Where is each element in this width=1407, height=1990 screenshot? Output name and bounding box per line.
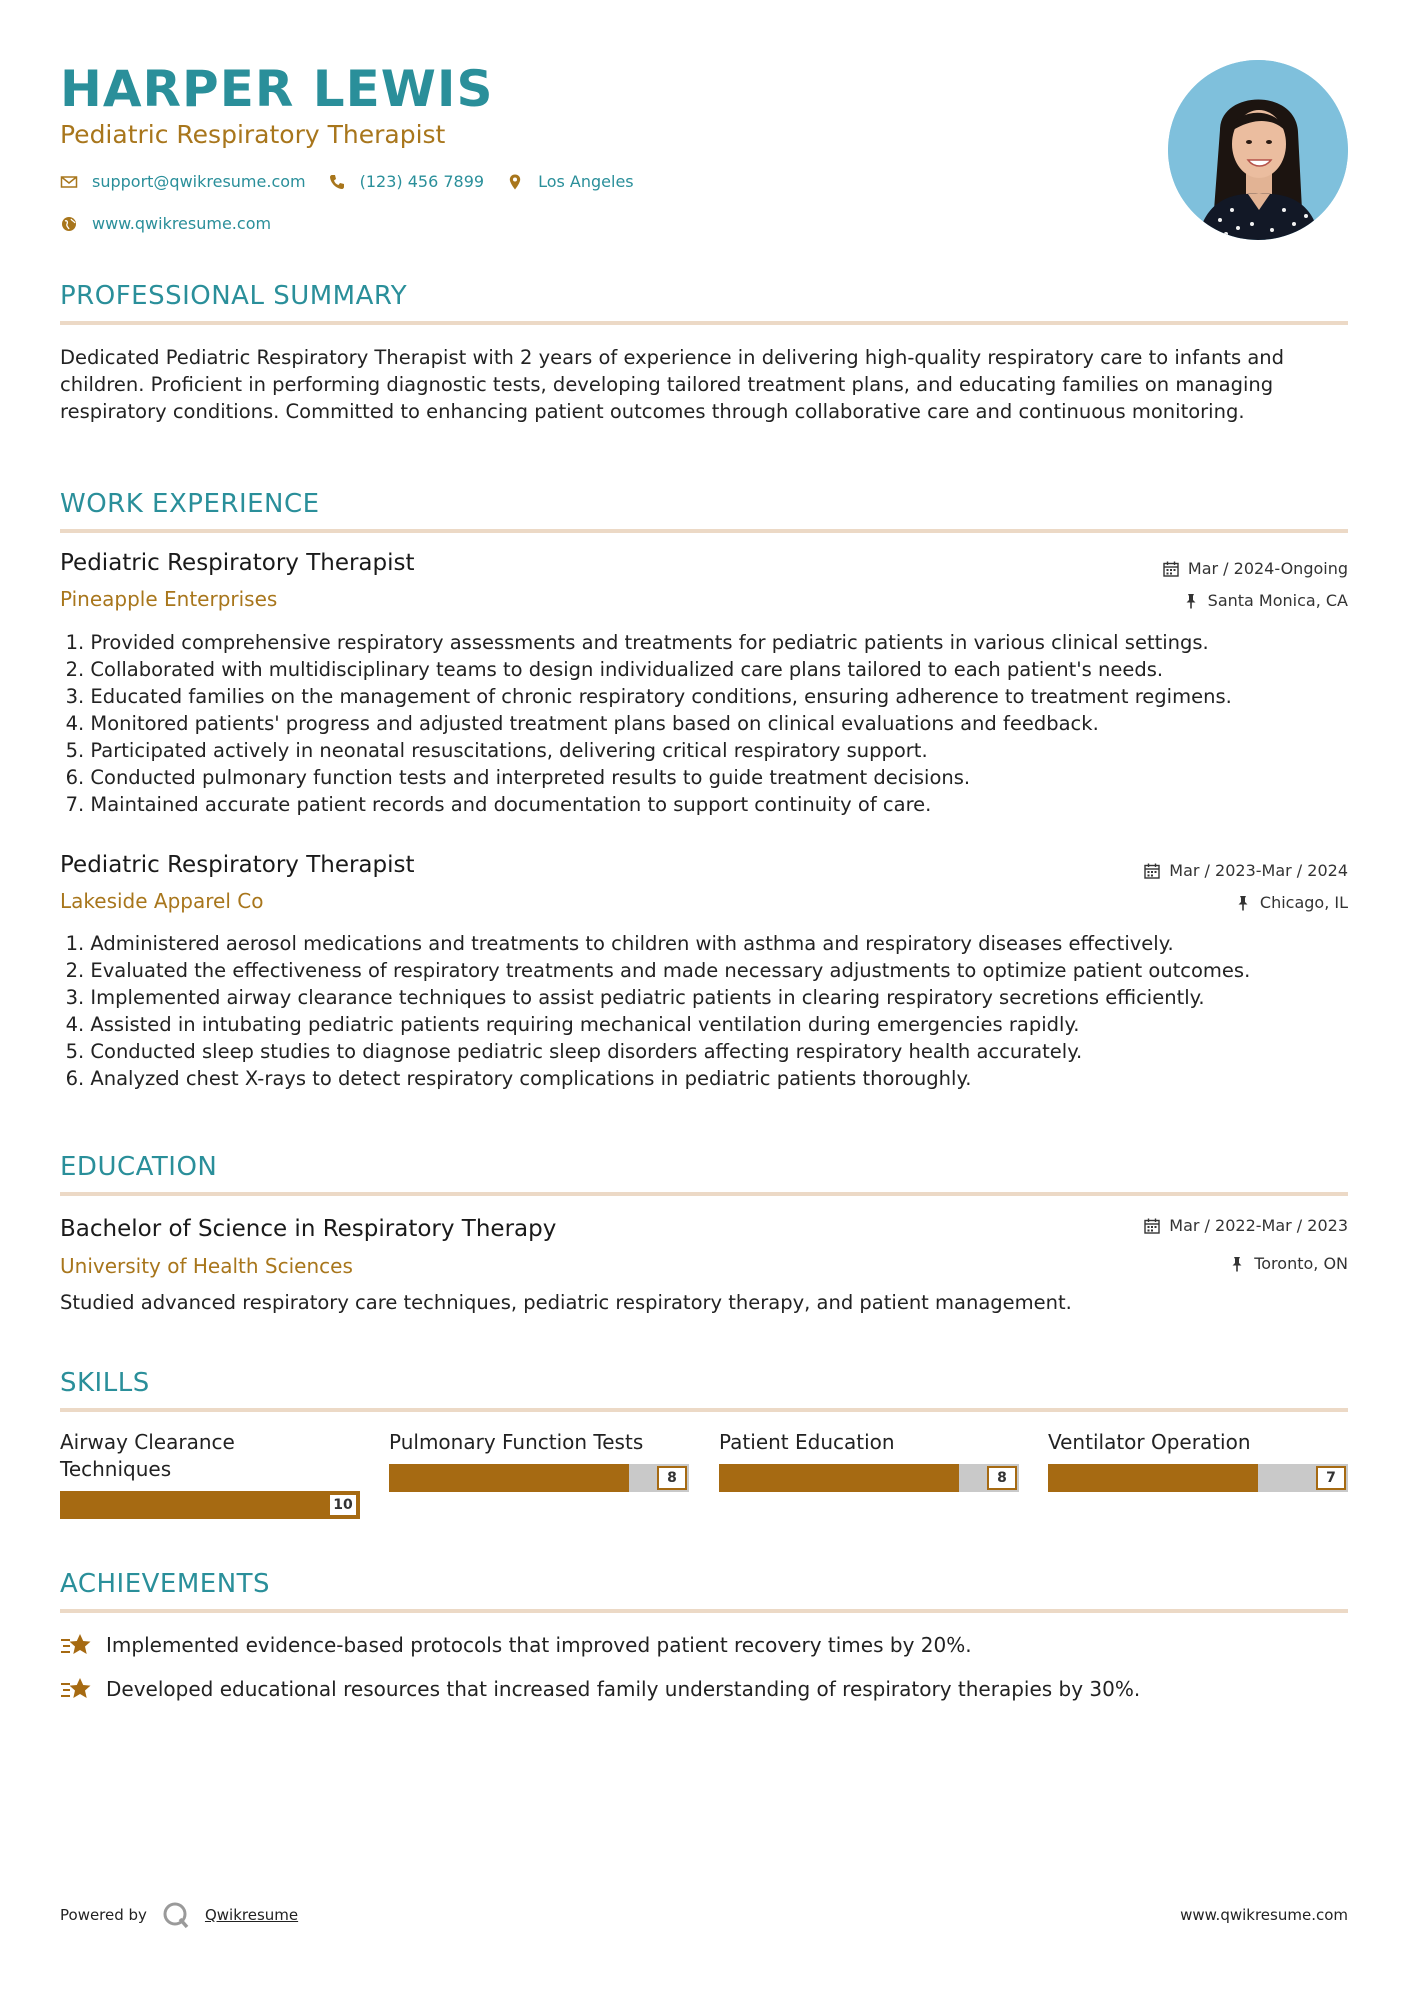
website-contact[interactable] — [60, 214, 271, 233]
skill-level-fill — [719, 1464, 959, 1492]
section-divider — [60, 529, 1348, 533]
job-dates — [1143, 861, 1348, 880]
skill-level-badge: 8 — [657, 1466, 687, 1490]
list-item: 4 . Assisted in intubating pediatric patients requiring mechanical ventilation during emergencies rapidly. — [65, 1013, 1080, 1036]
skill-level-badge: 8 — [987, 1466, 1017, 1490]
calendar-icon — [1143, 1217, 1161, 1235]
phone-contact[interactable] — [328, 172, 484, 191]
list-item: 6 . Analyzed chest X-rays to detect respiratory complications in pediatric patients thoroughly. — [65, 1067, 972, 1090]
avatar — [1168, 60, 1348, 240]
education-dates-text: Mar / 2022-Mar / 2023 — [1169, 1216, 1348, 1235]
profile-photo — [1168, 60, 1348, 240]
skill-level-bar — [389, 1464, 689, 1492]
job-dates-text: Mar / 2024-Ongoing — [1187, 559, 1348, 578]
education-description: Studied advanced respiratory care techniques, pediatric respiratory therapy, and patient management. — [60, 1291, 1072, 1314]
footer-powered-by — [60, 1900, 298, 1930]
section-divider — [60, 1192, 1348, 1196]
pushpin-icon — [1182, 592, 1200, 610]
skill-level-fill — [389, 1464, 629, 1492]
achievement-text: Developed educational resources that increased family understanding of respiratory therapies by 30%. — [106, 1677, 1141, 1701]
skill-level-bar — [719, 1464, 1019, 1492]
job-location — [1234, 893, 1348, 912]
list-item: 7 . Maintained accurate patient records and documentation to support continuity of care. — [65, 793, 932, 816]
education-heading: EDUCATION — [60, 1152, 218, 1182]
qwikresume-link[interactable]: Qwikresume — [204, 1906, 299, 1924]
skill-name: Airway Clearance Techniques — [60, 1430, 235, 1481]
job-responsibilities — [60, 629, 1360, 818]
list-item: 1 . Provided comprehensive respiratory assessments and treatments for pediatric patients in various clinical settings. — [65, 631, 1209, 654]
star-award-icon — [60, 1631, 92, 1659]
list-item: 4 . Monitored patients' progress and adjusted treatment plans based on clinical evaluations and feedback. — [65, 712, 1099, 735]
candidate-name: HARPER LEWIS — [60, 60, 494, 118]
summary-text: Dedicated Pediatric Respiratory Therapist with 2 years of experience in delivering high-quality respiratory care to infants and children. Proficient in performing diagnostic tests, developing tailored treatment plans, and educating families on managing respiratory conditions. Committed to enhancing patient outcomes through collaborative care and continuous monitoring. — [60, 346, 1285, 423]
job-title: Pediatric Respiratory Therapist — [60, 550, 415, 576]
website-row — [60, 214, 279, 233]
section-divider — [60, 1408, 1348, 1412]
achievements-heading: ACHIEVEMENTS — [60, 1569, 271, 1599]
skill-item — [389, 1429, 689, 1492]
achievement-text: Implemented evidence-based protocols that improved patient recovery times by 20%. — [106, 1633, 972, 1657]
skill-level-fill — [1048, 1464, 1258, 1492]
location-text: Los Angeles — [538, 172, 634, 191]
achievement-item — [60, 1631, 972, 1659]
education-location-text: Toronto, ON — [1254, 1254, 1348, 1273]
phone-text[interactable]: (123) 456 7899 — [359, 172, 485, 191]
list-item: 5 . Conducted sleep studies to diagnose pediatric sleep disorders affecting respiratory health accurately. — [65, 1040, 1083, 1063]
section-divider — [60, 1609, 1348, 1613]
company-name: Pineapple Enterprises — [60, 587, 278, 611]
skill-level-badge: 7 — [1316, 1466, 1346, 1490]
skill-level-bar — [60, 1491, 360, 1519]
pushpin-icon — [1234, 894, 1252, 912]
calendar-icon — [1143, 862, 1161, 880]
candidate-title: Pediatric Respiratory Therapist — [60, 120, 446, 149]
website-text[interactable]: www.qwikresume.com — [92, 214, 272, 233]
pushpin-icon — [1228, 1255, 1246, 1273]
map-pin-icon — [506, 173, 524, 191]
globe-icon — [60, 215, 78, 233]
skill-name: Ventilator Operation — [1048, 1430, 1251, 1454]
list-item: 3 . Educated families on the management of chronic respiratory conditions, ensuring adherence to treatment regimens. — [65, 685, 1232, 708]
skill-item — [719, 1429, 1019, 1492]
job-location-text: Santa Monica, CA — [1207, 591, 1348, 610]
job-responsibilities — [60, 930, 1360, 1092]
skills-heading: SKILLS — [60, 1368, 150, 1398]
contact-row — [60, 172, 642, 191]
calendar-icon — [1162, 560, 1180, 578]
job-title: Pediatric Respiratory Therapist — [60, 852, 415, 878]
location-contact — [506, 172, 634, 191]
skill-level-fill — [60, 1491, 360, 1519]
list-item: 3 . Implemented airway clearance techniques to assist pediatric patients in clearing respiratory secretions efficiently. — [65, 986, 1205, 1009]
skill-level-bar — [1048, 1464, 1348, 1492]
skill-item — [60, 1429, 360, 1519]
envelope-icon — [60, 173, 78, 191]
section-divider — [60, 321, 1348, 325]
skill-level-badge: 10 — [328, 1493, 358, 1517]
education-location — [1228, 1254, 1348, 1273]
degree-title: Bachelor of Science in Respiratory Therapy — [60, 1216, 557, 1242]
job-location — [1182, 591, 1348, 610]
skill-name: Pulmonary Function Tests — [389, 1430, 644, 1454]
skill-name: Patient Education — [719, 1430, 895, 1454]
footer-website[interactable]: www.qwikresume.com — [1180, 1906, 1348, 1924]
company-name: Lakeside Apparel Co — [60, 889, 264, 913]
summary-heading: PROFESSIONAL SUMMARY — [60, 281, 408, 311]
job-location-text: Chicago, IL — [1259, 893, 1348, 912]
list-item: 2 . Evaluated the effectiveness of respiratory treatments and made necessary adjustments to optimize patient outcomes. — [65, 959, 1251, 982]
email-contact[interactable] — [60, 172, 306, 191]
achievement-item — [60, 1675, 1140, 1703]
education-dates — [1143, 1216, 1348, 1235]
phone-icon — [328, 173, 346, 191]
list-item: 1 . Administered aerosol medications and treatments to children with asthma and respiratory diseases effectively. — [65, 932, 1174, 955]
job-dates — [1162, 559, 1348, 578]
email-text[interactable]: support@qwikresume.com — [92, 172, 306, 191]
list-item: 6 . Conducted pulmonary function tests and interpreted results to guide treatment decisions. — [65, 766, 971, 789]
powered-by-label: Powered by — [60, 1906, 147, 1924]
list-item: 5 . Participated actively in neonatal resuscitations, delivering critical respiratory support. — [65, 739, 928, 762]
qwikresume-logo-icon — [161, 1900, 191, 1930]
experience-heading: WORK EXPERIENCE — [60, 489, 320, 519]
list-item: 2 . Collaborated with multidisciplinary teams to design individualized care plans tailored to each patient's needs. — [65, 658, 1164, 681]
job-dates-text: Mar / 2023-Mar / 2024 — [1169, 861, 1348, 880]
star-award-icon — [60, 1675, 92, 1703]
skill-item — [1048, 1429, 1348, 1492]
school-name: University of Health Sciences — [60, 1254, 353, 1278]
